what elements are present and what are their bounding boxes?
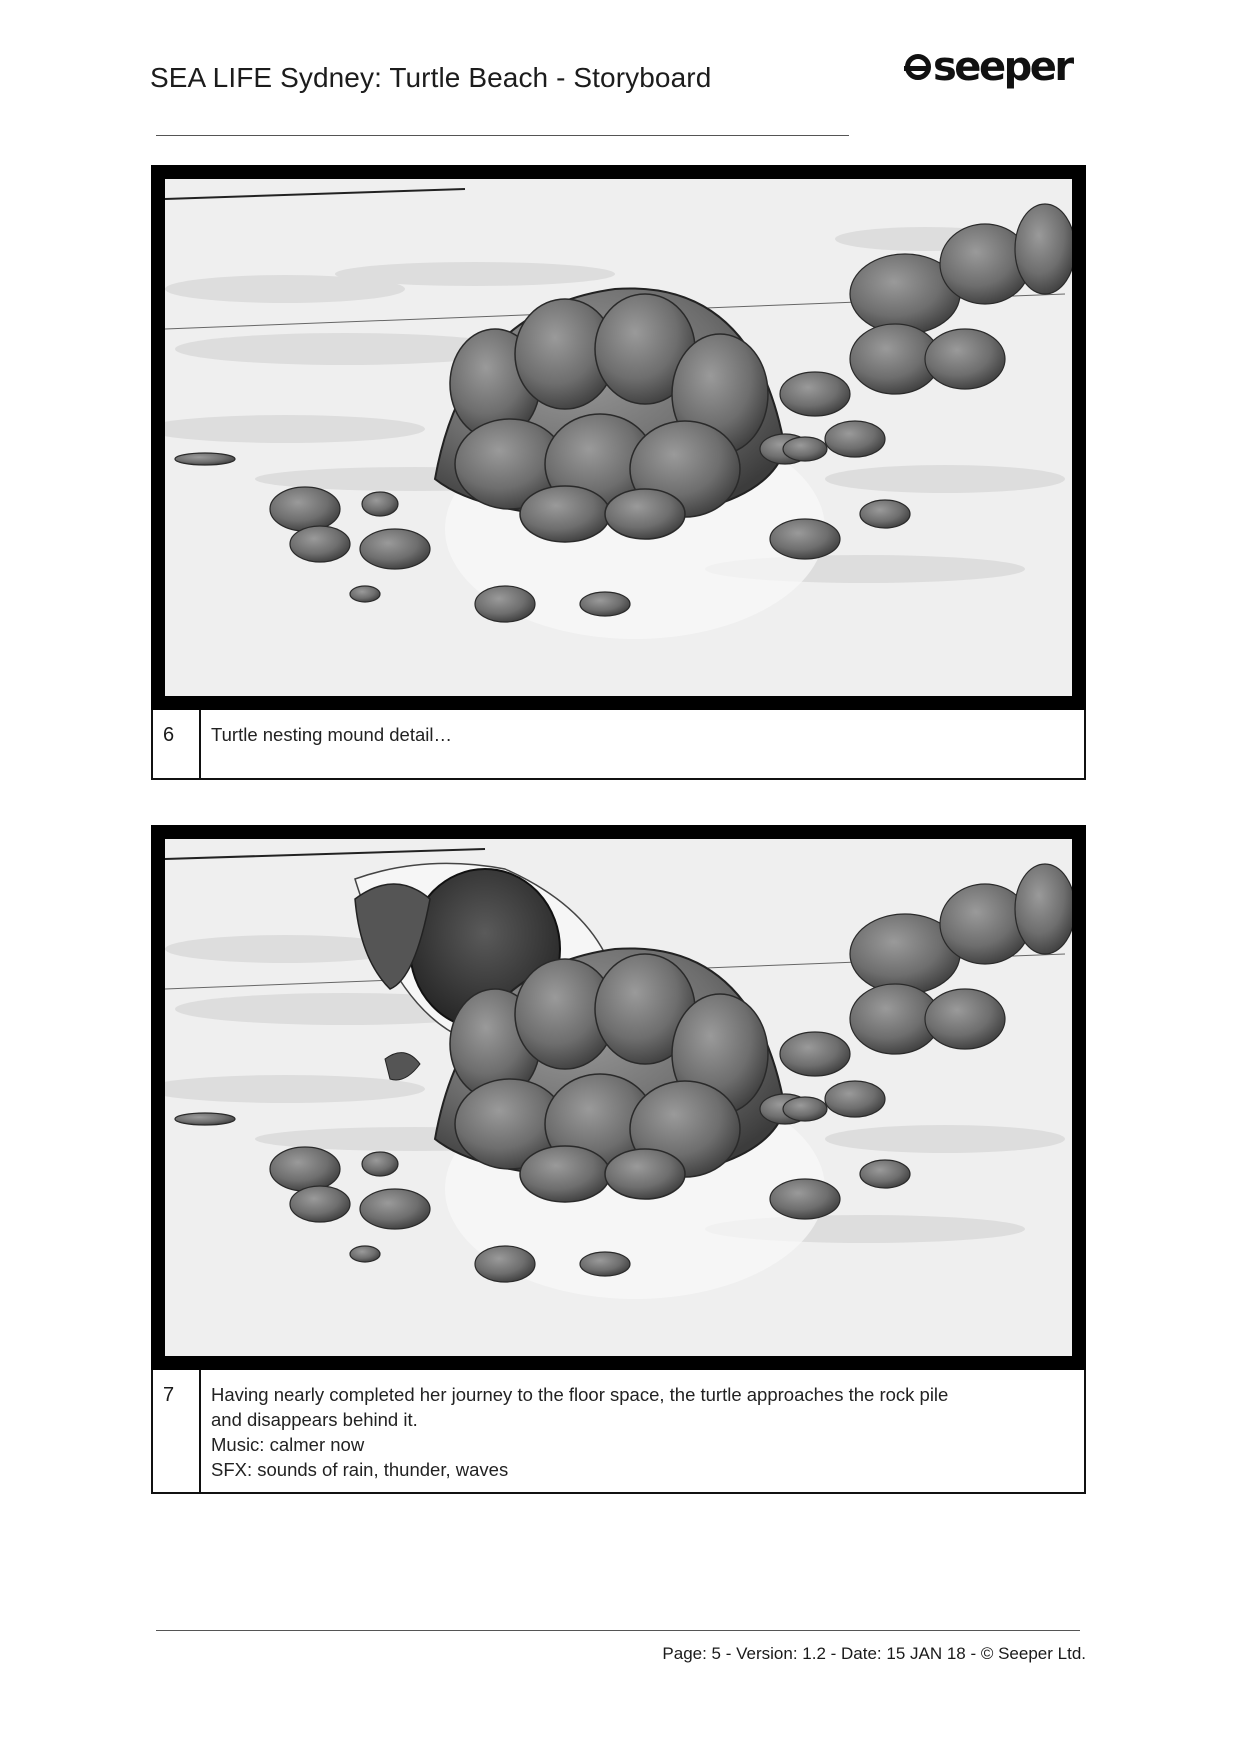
caption-line: Having nearly completed her journey to the floor space, the turtle approaches the rock pile [211, 1384, 949, 1405]
panel-caption-row [151, 710, 1086, 780]
shot-description [201, 1370, 1084, 1492]
seeper-logo [905, 44, 1072, 90]
caption-line: SFX: sounds of rain, thunder, waves [211, 1459, 509, 1480]
shot-number: 7 [153, 1370, 201, 1492]
logo-wordmark: seeper [933, 44, 1072, 90]
caption-line: Music: calmer now [211, 1434, 365, 1455]
panel-frame [151, 165, 1086, 710]
caption-line: Turtle nesting mound detail… [211, 724, 452, 745]
caption-line: and disappears behind it. [211, 1409, 418, 1430]
panel-frame [151, 825, 1086, 1370]
shot-number: 6 [153, 710, 201, 778]
footer-divider [156, 1630, 1080, 1631]
shot-description [201, 710, 1084, 778]
storyboard-panel-6 [151, 165, 1086, 780]
header-divider [156, 135, 849, 136]
panel-illustration-turtle [165, 839, 1072, 1356]
storyboard-panel-7 [151, 825, 1086, 1494]
panel-illustration-mound [165, 179, 1072, 696]
logo-mark-icon [905, 54, 931, 80]
panel-caption-row [151, 1370, 1086, 1494]
page-title: SEA LIFE Sydney: Turtle Beach - Storyboard [150, 62, 712, 93]
page-footer: Page: 5 - Version: 1.2 - Date: 15 JAN 18 - © Seeper Ltd. [662, 1644, 1086, 1663]
